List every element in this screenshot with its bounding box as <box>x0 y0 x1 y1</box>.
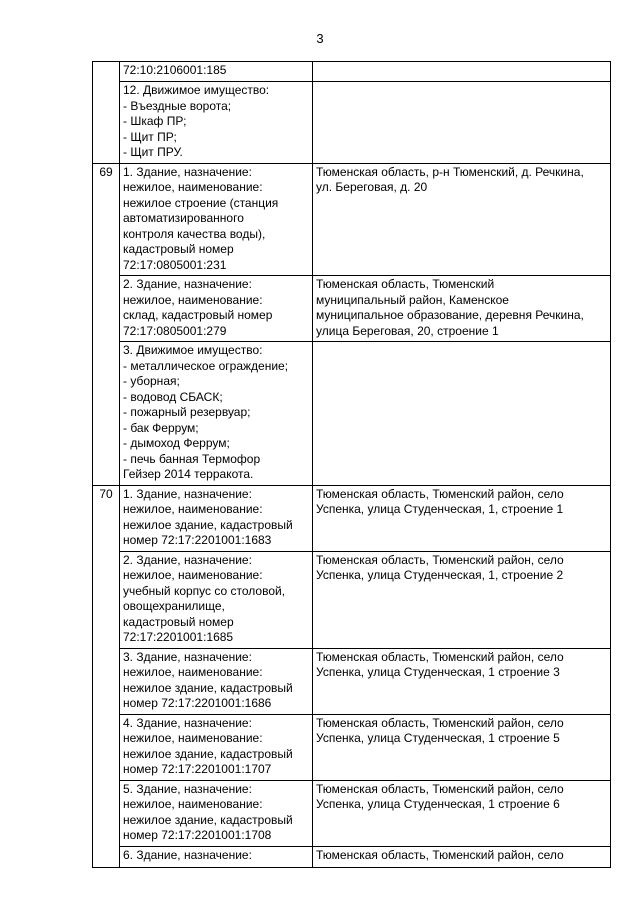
object-address <box>313 342 611 486</box>
object-description: 1. Здание, назначение: нежилое, наименование: нежилое здание, кадастровый номер 72:17:2201001:1683 <box>120 485 313 551</box>
object-description: 4. Здание, назначение: нежилое, наименование: нежилое здание, кадастровый номер 72:17:2201001:1707 <box>120 714 313 780</box>
table-row <box>93 485 611 551</box>
table-row <box>93 163 611 276</box>
object-description: 5. Здание, назначение: нежилое, наименование: нежилое здание, кадастровый номер 72:17:2201001:1708 <box>120 780 313 846</box>
table-row <box>93 551 611 648</box>
object-address <box>313 62 611 82</box>
object-address: Тюменская область, Тюменский муниципальный район, Каменское муниципальное образование, деревня Речкина, улица Береговая, 20, строение 1 <box>313 276 611 342</box>
object-address: Тюменская область, Тюменский район, село Успенка, улица Студенческая, 1, строение 1 <box>313 485 611 551</box>
row-number: 69 <box>93 163 120 485</box>
table-row <box>93 62 611 82</box>
row-number: 70 <box>93 485 120 867</box>
object-description: 2. Здание, назначение: нежилое, наименование: склад, кадастровый номер 72:17:0805001:279 <box>120 276 313 342</box>
property-table <box>92 61 611 868</box>
table-row <box>93 714 611 780</box>
object-description: 3. Движимое имущество: - металлическое ограждение; - уборная; - водовод СБАСК; - пожарный резервуар; - бак Феррум; - дымоход Феррум; - печь банная Термофор Гейзер 2014 терракота. <box>120 342 313 486</box>
object-description: 3. Здание, назначение: нежилое, наименование: нежилое здание, кадастровый номер 72:17:2201001:1686 <box>120 648 313 714</box>
table-row <box>93 342 611 486</box>
object-address: Тюменская область, Тюменский район, село Успенка, улица Студенческая, 1, строение 2 <box>313 551 611 648</box>
object-description: 12. Движимое имущество: - Въездные ворота; - Шкаф ПР; - Щит ПР; - Щит ПРУ. <box>120 82 313 164</box>
row-number <box>93 62 120 164</box>
object-description: 2. Здание, назначение: нежилое, наименование: учебный корпус со столовой, овощехранилище, кадастровый номер 72:17:2201001:1685 <box>120 551 313 648</box>
object-description: 72:10:2106001:185 <box>120 62 313 82</box>
object-address: Тюменская область, р-н Тюменский, д. Речкина, ул. Береговая, д. 20 <box>313 163 611 276</box>
page-number: 3 <box>316 31 324 46</box>
table-row <box>93 780 611 846</box>
object-description: 6. Здание, назначение: <box>120 846 313 867</box>
object-address: Тюменская область, Тюменский район, село Успенка, улица Студенческая, 1 строение 5 <box>313 714 611 780</box>
table-row <box>93 82 611 164</box>
table-row <box>93 846 611 867</box>
object-address: Тюменская область, Тюменский район, село Успенка, улица Студенческая, 1 строение 6 <box>313 780 611 846</box>
table-row <box>93 276 611 342</box>
object-description: 1. Здание, назначение: нежилое, наименование: нежилое строение (станция автоматизированного контроля качества воды), кадастровый номер 72:17:0805001:231 <box>120 163 313 276</box>
object-address: Тюменская область, Тюменский район, село Успенка, улица Студенческая, 1 строение 3 <box>313 648 611 714</box>
object-address <box>313 82 611 164</box>
table-row <box>93 648 611 714</box>
object-address: Тюменская область, Тюменский район, село <box>313 846 611 867</box>
